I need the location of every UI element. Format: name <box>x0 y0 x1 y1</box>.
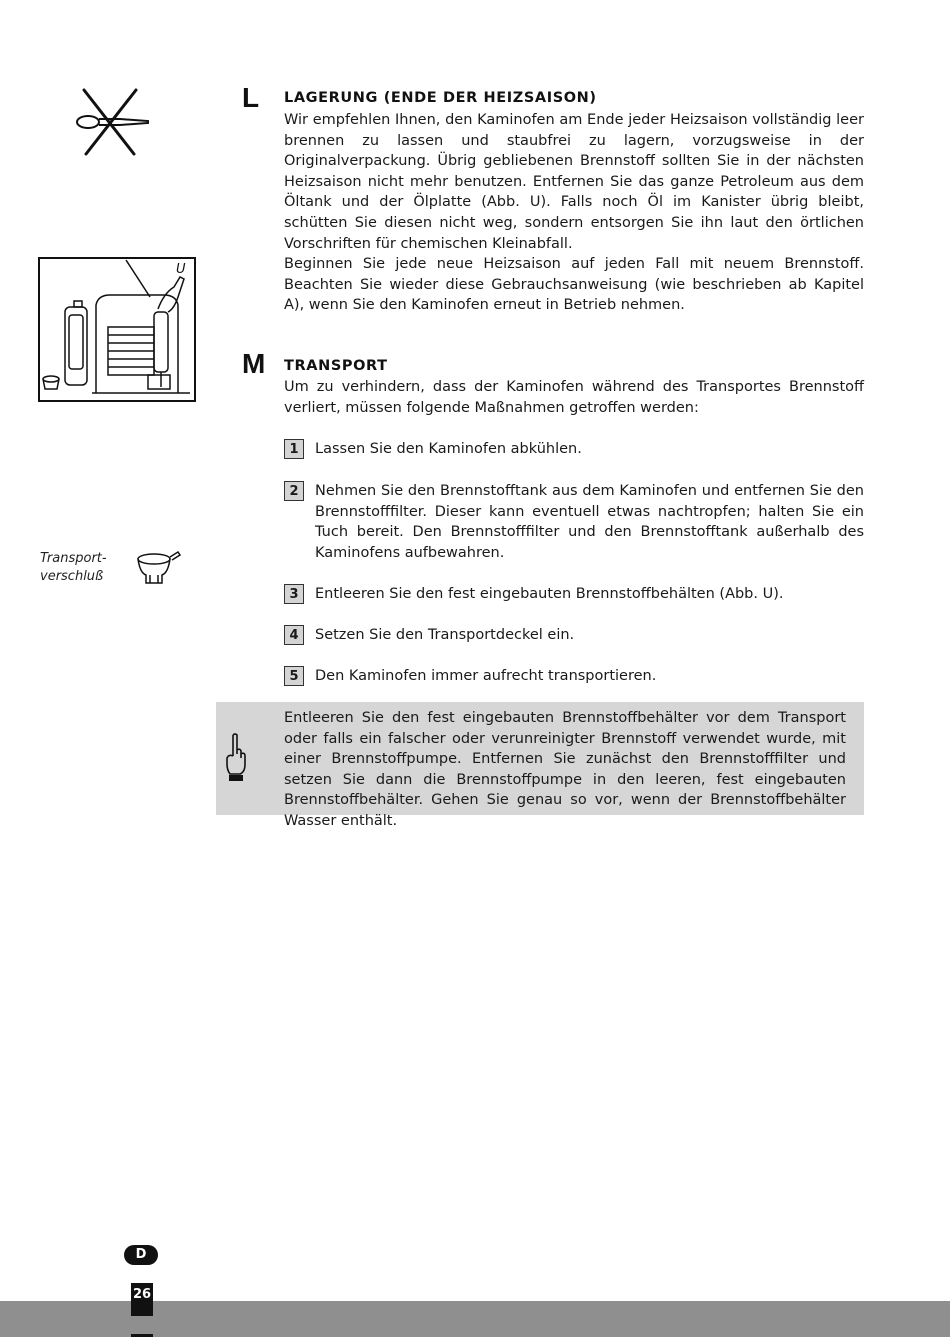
step-number: 5 <box>284 666 304 686</box>
step-number: 2 <box>284 481 304 501</box>
language-badge: D <box>124 1245 158 1265</box>
step-text: Nehmen Sie den Brennstofftank aus dem Kaminofen und entfernen Sie den Brennstofffilter. Dieser kann eventuell etwas nachtropfen; halten Sie ein Tuch bereit. Den Brennstofffilter und den Brennstofftank außerhalb des Kaminofens aufbewahren. <box>315 483 864 561</box>
step-3 <box>284 584 864 605</box>
note-text: Entleeren Sie den fest eingebauten Brennstoffbehälter vor dem Transport oder falls ein falscher oder verunreinigter Brennstoff verwendet wurde, mit einer Brennstoffpumpe. Entfernen Sie zunächst den Brennstofffilter und setzen Sie dann die Brennstoffpumpe in den leeren, fest eingebauten Brennstoffbehälter. Gehen Sie genau so vor, wenn der Brennstoffbehälter Wasser enthält. <box>284 710 846 829</box>
page-number: 26 <box>131 1283 153 1316</box>
section-m-title: TRANSPORT <box>284 358 388 374</box>
note-box <box>216 702 864 829</box>
transport-cap-caption <box>40 550 107 586</box>
section-m-letter: M <box>242 348 266 379</box>
step-4 <box>284 625 864 646</box>
step-number: 3 <box>284 584 304 604</box>
transport-cap-icon <box>134 549 182 589</box>
caption-line-1: Transport- <box>40 551 107 566</box>
step-text: Den Kaminofen immer aufrecht transportieren. <box>315 668 657 684</box>
step-text: Setzen Sie den Transportdeckel ein. <box>315 627 575 643</box>
no-screwdriver-icon <box>72 86 152 158</box>
step-5 <box>284 666 864 687</box>
caption-line-2: verschluß <box>40 569 104 584</box>
step-number: 4 <box>284 625 304 645</box>
section-m-intro: Um zu verhindern, dass der Kaminofen während des Transportes Brennstoff verliert, müssen folgende Maßnahmen getroffen werden: <box>284 379 864 416</box>
figure-label: U <box>176 262 186 277</box>
step-text: Lassen Sie den Kaminofen abkühlen. <box>315 441 582 457</box>
pump-illustration <box>38 257 196 402</box>
pointing-hand-icon <box>224 732 248 784</box>
step-1 <box>284 439 864 460</box>
step-number: 1 <box>284 439 304 459</box>
section-l-paragraph-2: Beginnen Sie jede neue Heizsaison auf jeden Fall mit neuem Brennstoff. Beachten Sie wieder diese Gebrauchsanweisung (wie beschrieben ab Kapitel A), wenn Sie den Kaminofen erneut in Betrieb nehmen. <box>284 256 864 314</box>
section-l-title: LAGERUNG (ENDE DER HEIZSAISON) <box>284 90 597 106</box>
section-l-letter: L <box>242 82 260 113</box>
step-text: Entleeren Sie den fest eingebauten Brennstoffbehälten (Abb. U). <box>315 586 784 602</box>
step-2 <box>284 481 864 563</box>
section-l-paragraph-1: Wir empfehlen Ihnen, den Kaminofen am Ende jeder Heizsaison vollständig leer brennen zu lassen und staubfrei zu lagern, vorzugsweise in der Originalverpackung. Übrig gebliebenen Brennstoff sollten Sie in der nächsten Heizsaison nicht mehr benutzen. Entfernen Sie das ganze Petroleum aus dem Öltank und der Ölplatte (Abb. U). Falls noch Öl im Kanister übrig bleibt, schütten Sie diesen nicht weg, sondern entsorgen Sie ihn laut den örtlichen Vorschriften für chemischen Kleinabfall. <box>284 112 864 252</box>
